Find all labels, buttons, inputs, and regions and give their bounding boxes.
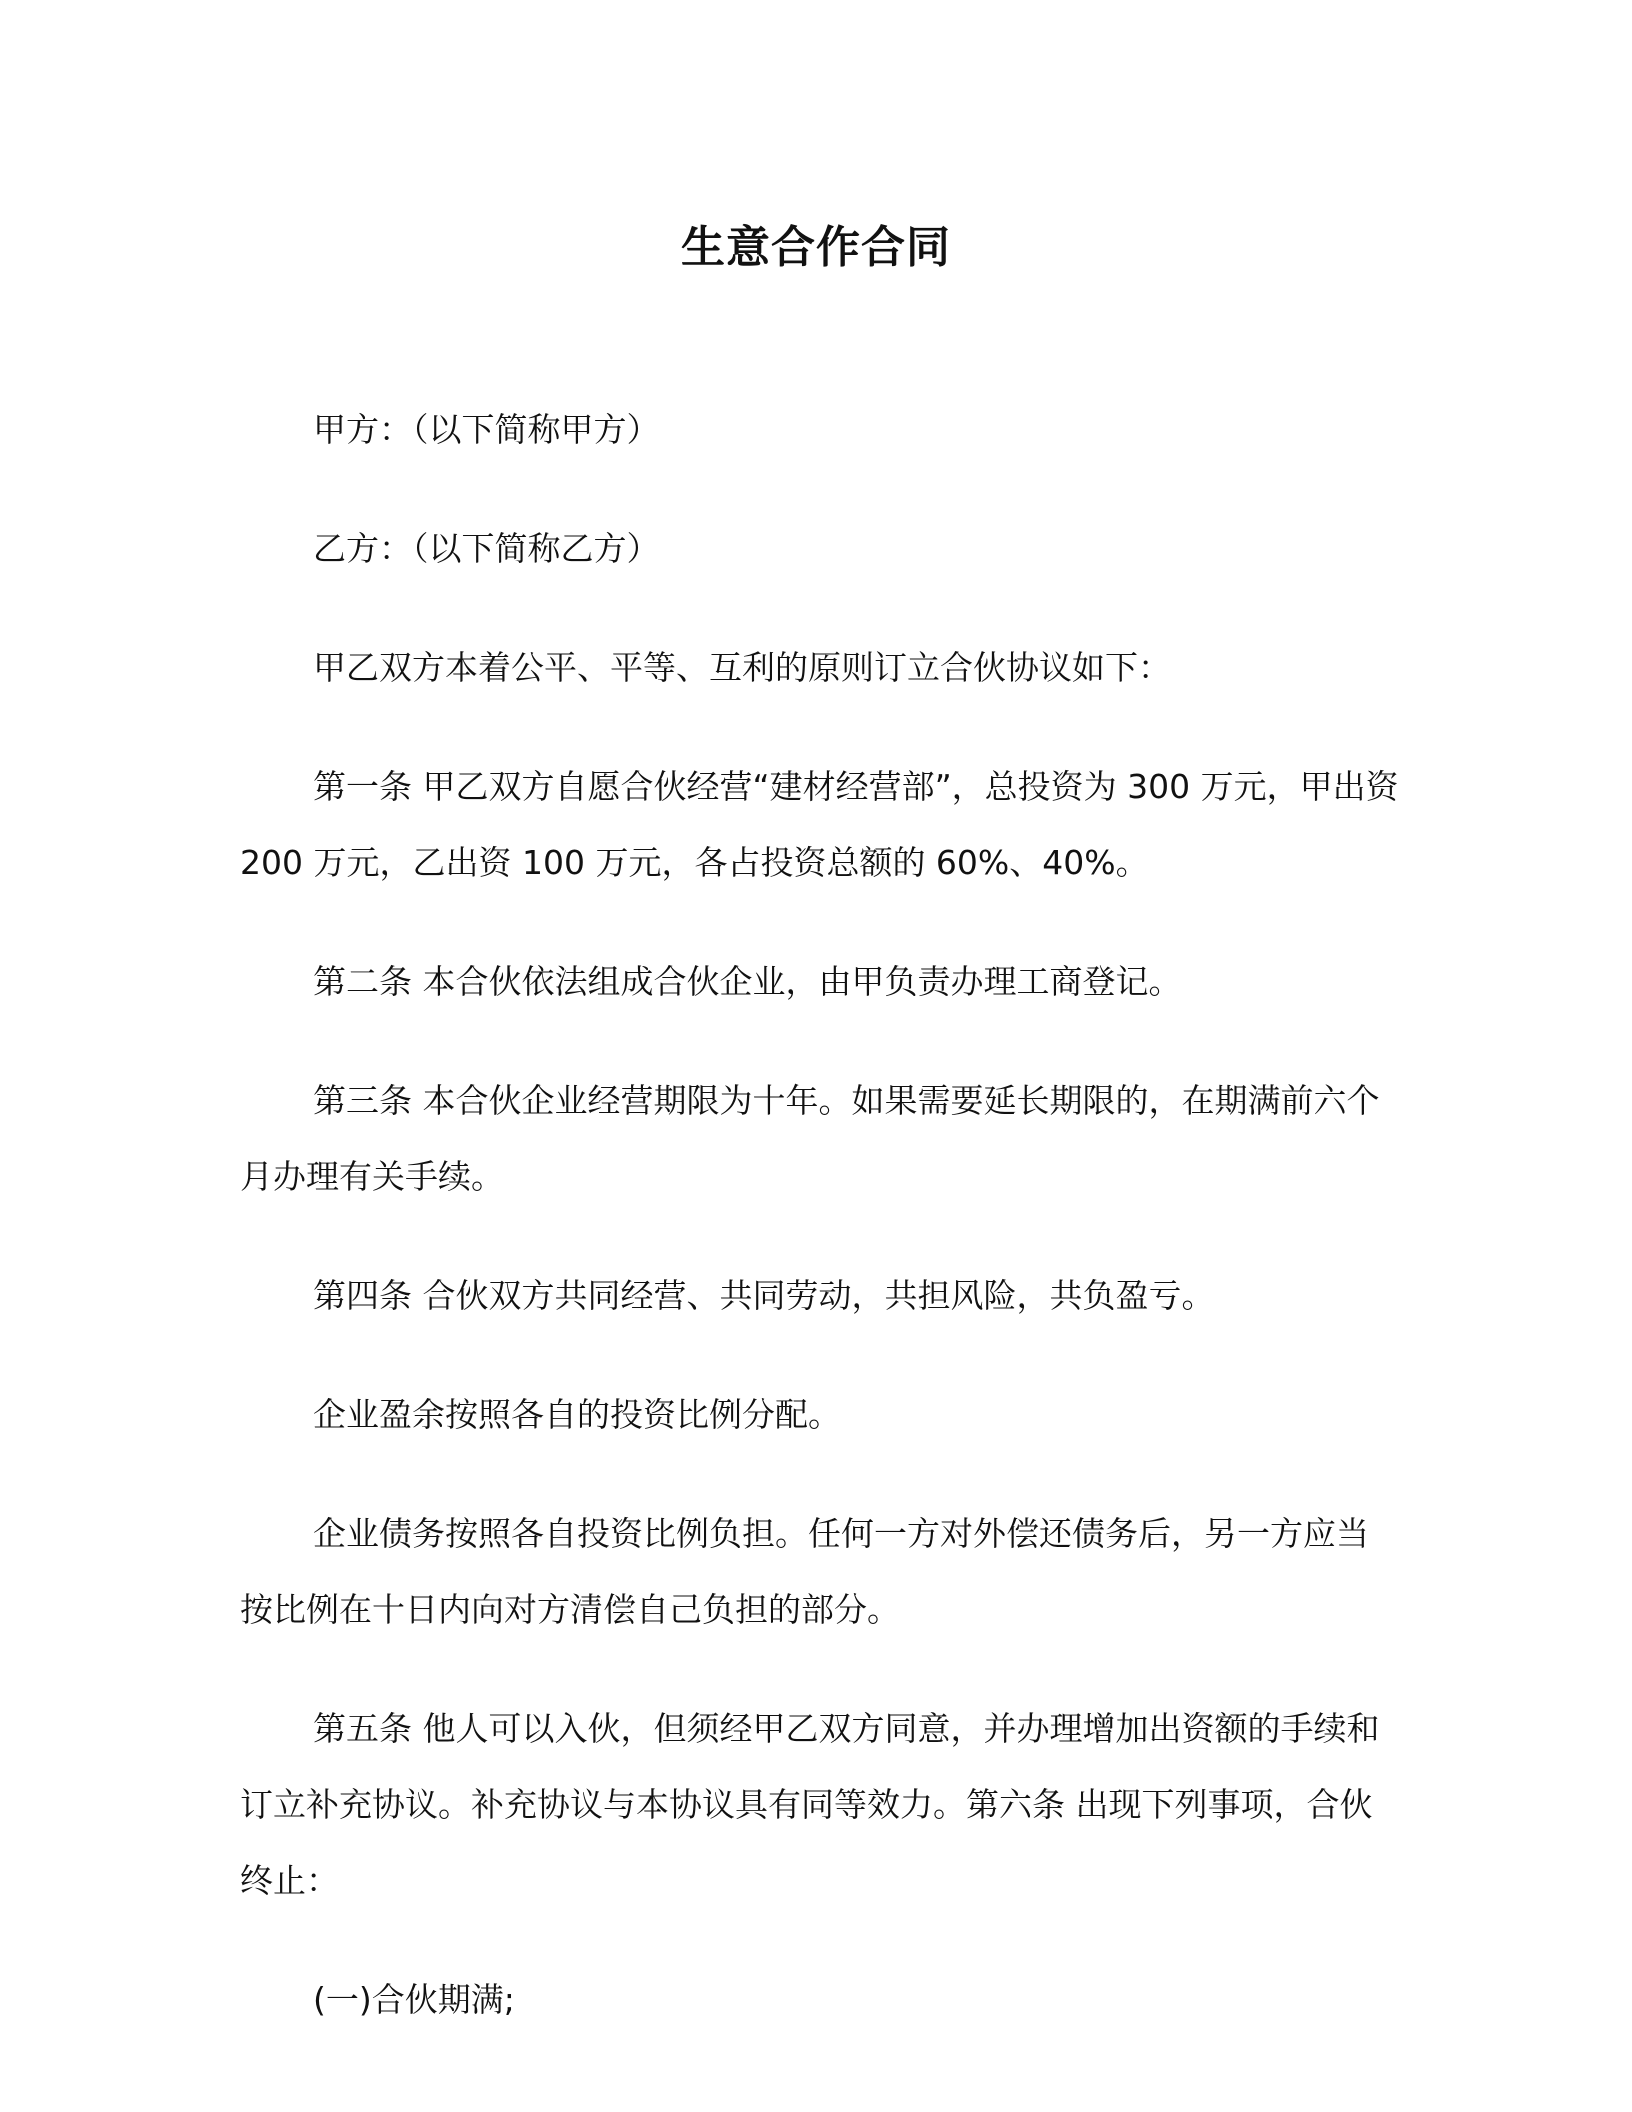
document-body [240, 392, 1400, 2081]
party-b-line: 乙方：（以下简称乙方） [313, 529, 660, 568]
article-1: 第一条 甲乙双方自愿合伙经营“建材经营部”，总投资为 300 万元，甲出资 200 万元，乙出资 100 万元，各占投资总额的 60%、40%。 [240, 767, 1399, 882]
article-2: 第二条 本合伙依法组成合伙企业，由甲负责办理工商登记。 [313, 962, 1182, 1001]
document-title: 生意合作合同 [681, 222, 951, 273]
article-3: 第三条 本合伙企业经营期限为十年。如果需要延长期限的，在期满前六个月办理有关手续。 [240, 1081, 1380, 1196]
profit-distribution: 企业盈余按照各自的投资比例分配。 [313, 1395, 841, 1434]
article-4: 第四条 合伙双方共同经营、共同劳动，共担风险，共负盈亏。 [313, 1276, 1215, 1315]
debt-allocation: 企业债务按照各自投资比例负担。任何一方对外偿还债务后，另一方应当按比例在十日内向对方清偿自己负担的部分。 [240, 1514, 1369, 1629]
article-5-6: 第五条 他人可以入伙，但须经甲乙双方同意，并办理增加出资额的手续和订立补充协议。补充协议与本协议具有同等效力。第六条 出现下列事项，合伙终止： [240, 1709, 1380, 1900]
termination-item-1: (一)合伙期满; [313, 1980, 515, 2019]
agreement-intro: 甲乙双方本着公平、平等、互利的原则订立合伙协议如下： [313, 648, 1171, 687]
party-a-line: 甲方：（以下简称甲方） [313, 410, 660, 449]
